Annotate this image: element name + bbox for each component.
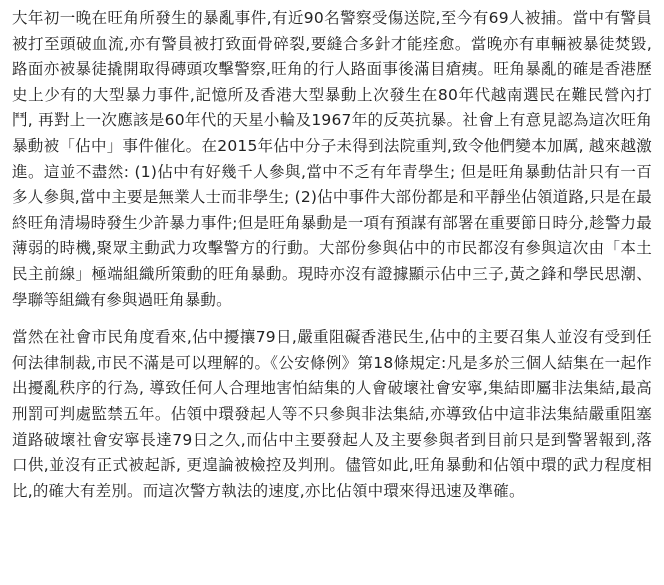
- article-paragraph-2: 當然在社會市民角度看來,佔中擾攘79日,嚴重阻礙香港民生,佔中的主要召集人並沒有受到任何法律制裁,市民不滿是可以理解的。《公安條例》第18條規定:凡是多於三個人結集在一起作出擾亂秩序的行為, 導致任何人合理地害怕結集的人會破壞社會安寧,集結即屬非法集結,最高刑罰可判處監禁五年。佔領中環發起人等不只參與非法集結,亦導致佔中這非法集結嚴重阻塞道路破壞社會安寧長達79日之久,而佔中主要發起人及主要參與者到目前只是到警署報到,落口供,並沒有正式被起訴, 更遑論被檢控及判刑。儘管如此,旺角暴動和佔領中環的武力程度相比,的確大有差別。而這次警方執法的速度,亦比佔領中環來得迅速及準確。: [12, 328, 652, 500]
- article-paragraph-1: 大年初一晚在旺角所發生的暴亂事件,有近90名警察受傷送院,至今有69人被捕。當中有警員被打至頭破血流,亦有警員被打致面骨碎裂,要縫合多針才能痊愈。當晚亦有車輛被暴徒焚毀,路面亦被暴徒撬開取得磚頭攻擊警察,旺角的行人路面事後滿目瘡痍。旺角暴亂的確是香港歷史上少有的大型暴力事件,記憶所及香港大型暴動上次發生在80年代越南選民在難民營內打鬥, 再對上一次應該是60年代的天星小輪及1967年的反英抗暴。社會上有意見認為這次旺角暴動被「佔中」事件催化。在2015年佔中分子未得到法院重判,致令他們變本加厲, 越來越激進。這並不盡然: (1)佔中有好幾千人參與,當中不乏有年青學生; 但是旺角暴動估計只有一百多人參與,當中主要是無業人士而非學生; (2)佔中事件大部份都是和平靜坐佔領道路,只是在最終旺角清場時發生少許暴力事件;但是旺角暴動是一項有預謀有部署在重要節日時分,趁警力最薄弱的時機,聚眾主動武力攻擊警方的行動。大部份參與佔中的市民都沒有參與這次由「本土民主前線」極端組織所策動的旺角暴動。現時亦沒有證據顯示佔中三子,黃之鋒和學民思潮、學聯等組織有參與過旺角暴動。: [12, 9, 652, 309]
- article-body: [12, 6, 652, 504]
